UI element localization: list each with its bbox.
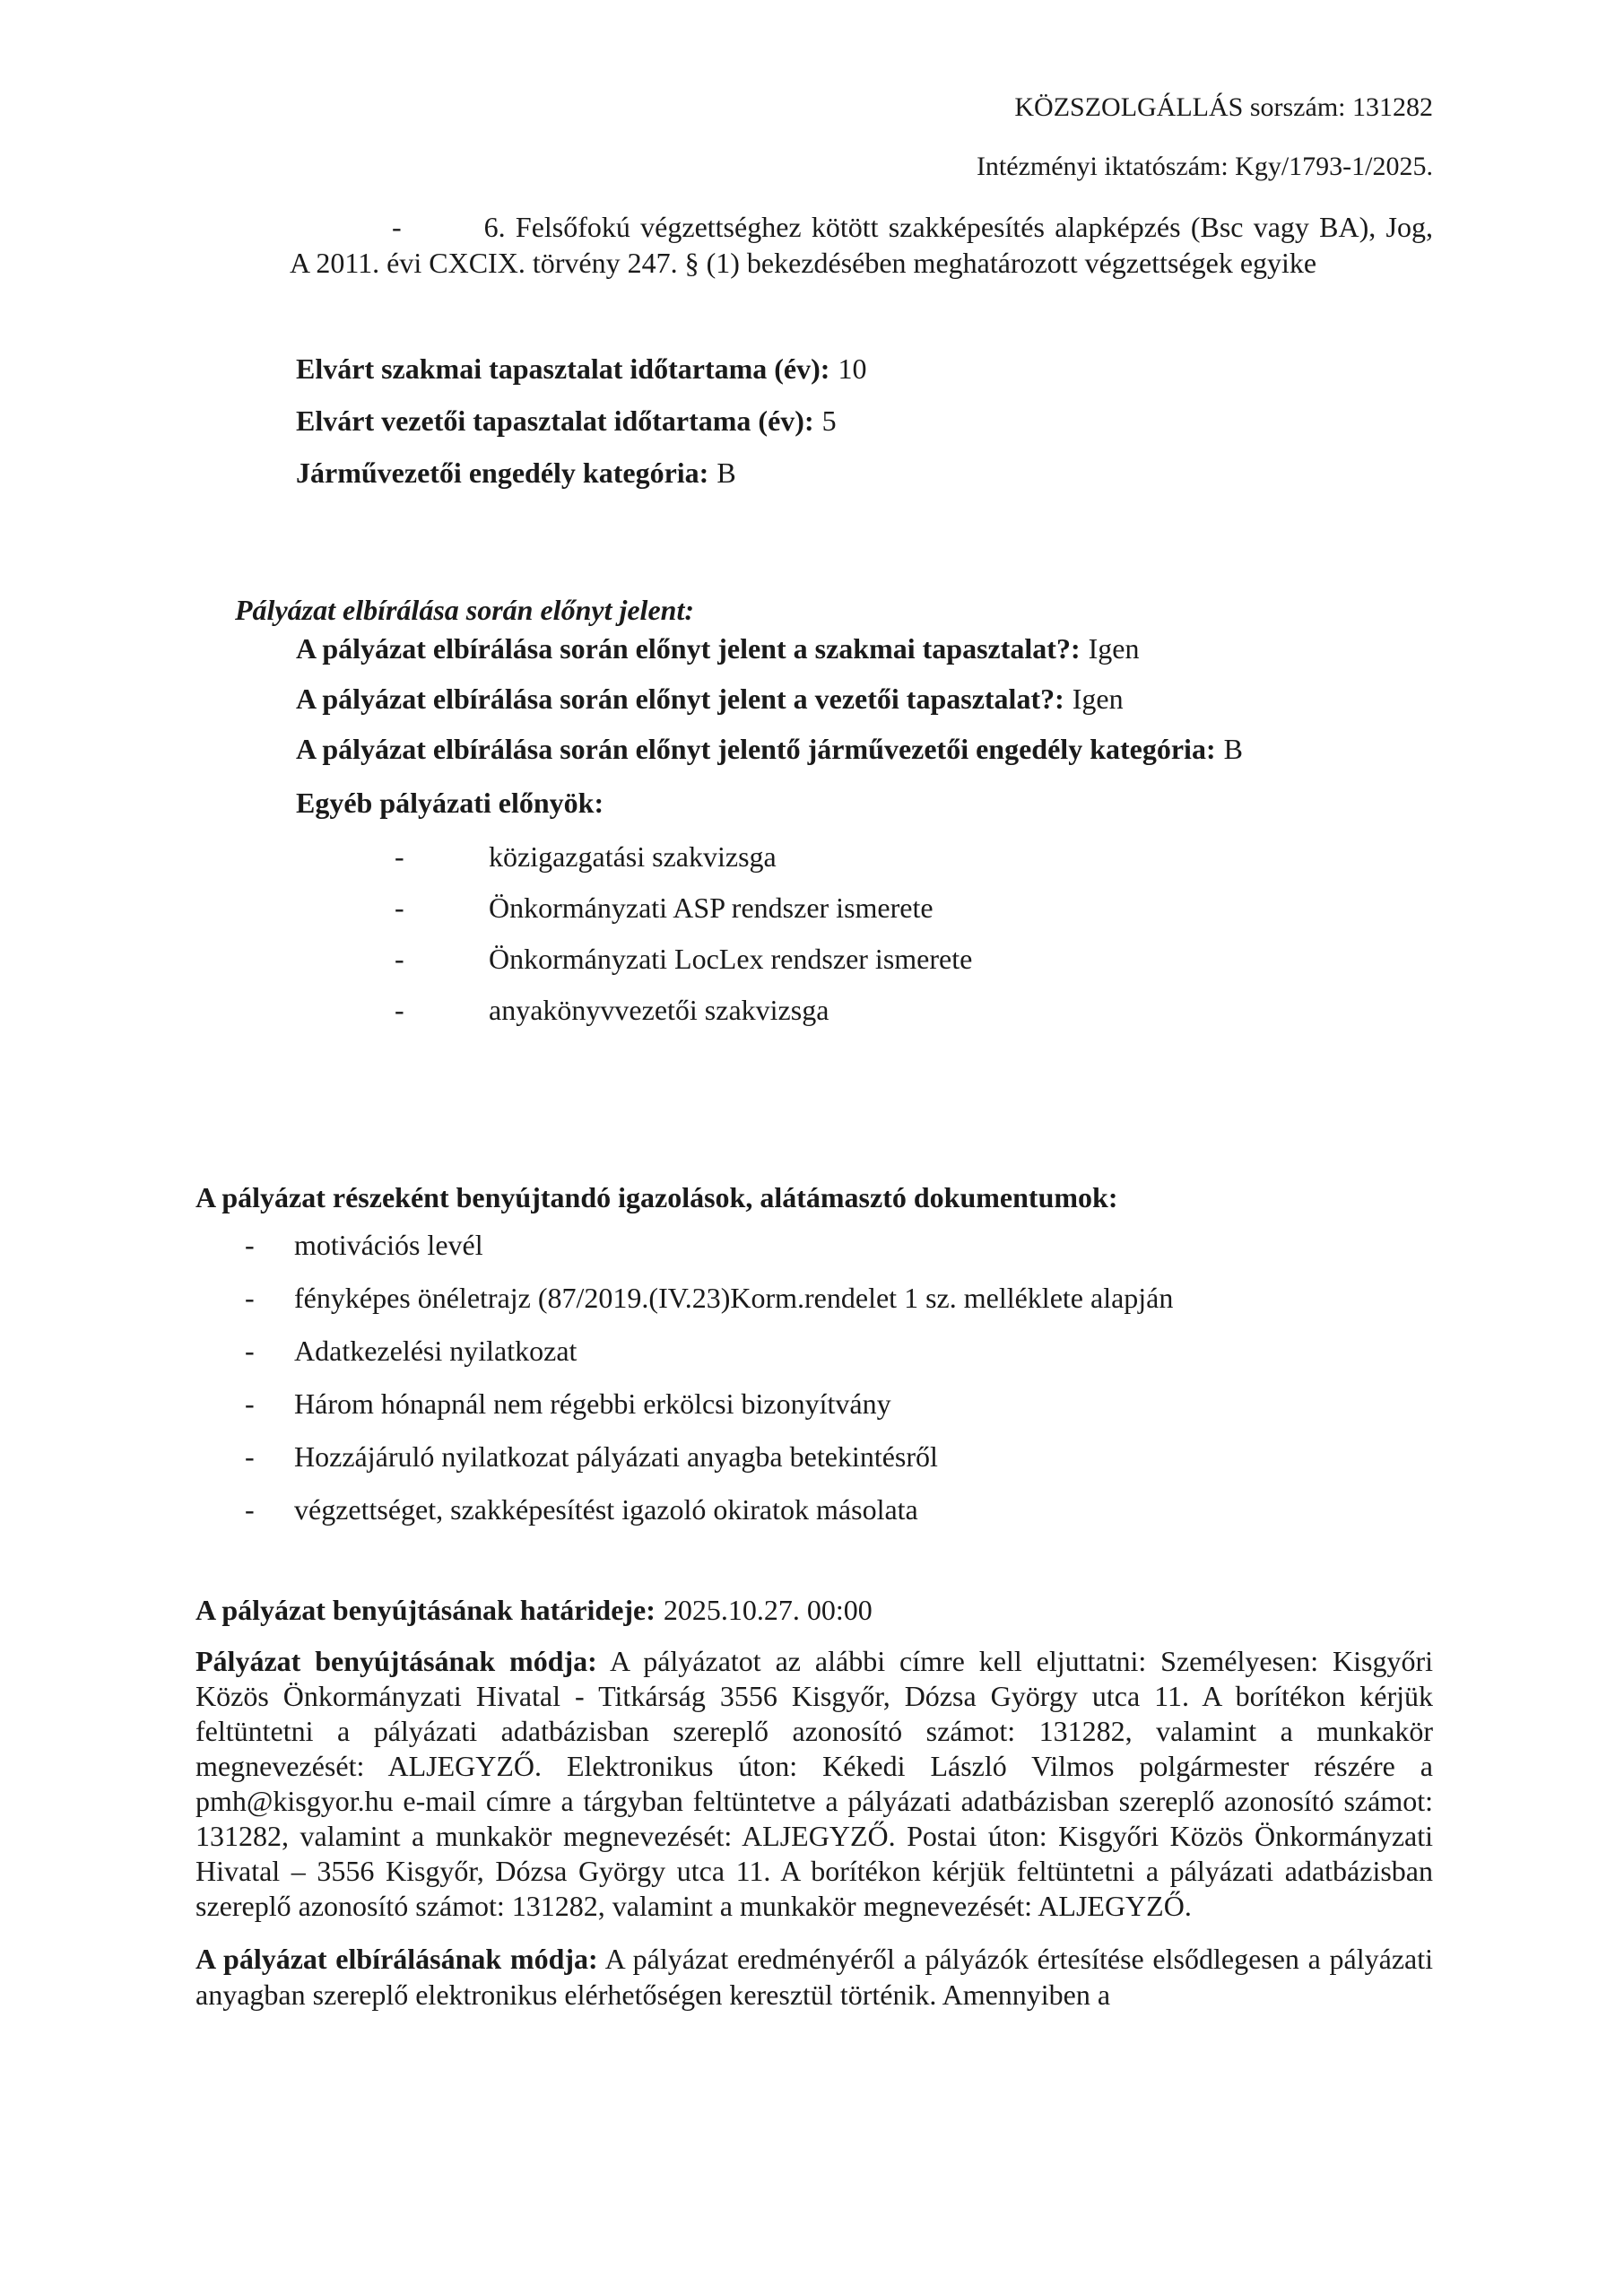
document-item-5 <box>245 1439 1433 1474</box>
bullet-dash: - <box>395 840 404 873</box>
evaluation-method-text: A pályázat eredményéről a pályázók értesítése elsődlegesen a pályázati anyagban szereplő elektronikus elérhetőségen keresztül történik. Amennyiben a <box>195 1943 1434 2011</box>
document-item-text: fényképes önéletrajz (87/2019.(IV.23)Korm.rendelet 1 sz. melléklete alapján <box>294 1282 1174 1314</box>
deadline-label: A pályázat benyújtásának határideje: <box>195 1594 656 1626</box>
advantage-driving-licence <box>296 731 1433 767</box>
advantage-item-2 <box>395 890 1433 926</box>
submission-method-label: Pályázat benyújtásának módja: <box>195 1645 597 1677</box>
document-item-text: végzettséget, szakképesítést igazoló okiratok másolata <box>294 1493 918 1526</box>
application-deadline <box>195 1592 1433 1628</box>
documents-heading: A pályázat részeként benyújtandó igazolások, alátámasztó dokumentumok: <box>195 1181 1118 1213</box>
advantage-item-text: közigazgatási szakvizsga <box>489 840 777 873</box>
bullet-dash: - <box>395 891 404 924</box>
advantage-item-text: Önkormányzati ASP rendszer ismerete <box>489 891 934 924</box>
document-item-text: Adatkezelési nyilatkozat <box>294 1335 578 1367</box>
requirement-value: B <box>716 457 736 489</box>
document-item-2 <box>245 1280 1433 1316</box>
document-item-text: motivációs levél <box>294 1229 483 1261</box>
requirements-block <box>195 351 1433 491</box>
requirement-label: Elvárt vezetői tapasztalat időtartama (év): <box>296 404 814 437</box>
requirement-value: 10 <box>838 352 867 385</box>
advantage-value: Igen <box>1088 632 1140 665</box>
other-advantages-list <box>195 839 1433 1028</box>
requirement-label: Járművezetői engedély kategória: <box>296 457 709 489</box>
document-header <box>195 90 1433 185</box>
evaluation-method-label: A pályázat elbírálásának módja: <box>195 1943 598 1975</box>
advantage-value: Igen <box>1072 683 1124 715</box>
bullet-dash: - <box>245 1493 255 1526</box>
serial-number: KÖZSZOLGÁLLÁS sorszám: 131282 <box>1014 92 1433 122</box>
bullet-dash: - <box>395 994 404 1026</box>
document-item-4 <box>245 1386 1433 1422</box>
advantage-item-3 <box>395 941 1433 977</box>
requirement-value: 5 <box>821 404 837 437</box>
bullet-dash: - <box>245 1282 255 1314</box>
qualification-text: 6. Felsőfokú végzettséghez kötött szakképesítés alapképzés (Bsc vagy BA), Jog, A 2011. évi CXCIX. törvény 247. § (1) bekezdésében meghatározott végzettségek egyike <box>290 211 1433 279</box>
advantages-heading: Pályázat elbírálása során előnyt jelent: <box>235 594 694 626</box>
registry-number: Intézményi iktatószám: Kgy/1793-1/2025. <box>976 152 1433 181</box>
submission-method-paragraph <box>195 1644 1433 1924</box>
bullet-dash: - <box>245 1440 255 1473</box>
advantage-label: A pályázat elbírálása során előnyt jelent a szakmai tapasztalat?: <box>296 632 1081 665</box>
bullet-dash: - <box>245 1387 255 1420</box>
document-item-text: Három hónapnál nem régebbi erkölcsi bizonyítvány <box>294 1387 891 1420</box>
requirement-driving-licence <box>296 455 1433 491</box>
other-advantages-heading: Egyéb pályázati előnyök: <box>296 787 604 819</box>
advantages-rows <box>195 631 1433 767</box>
bullet-dash: - <box>245 1229 255 1261</box>
advantage-item-text: Önkormányzati LocLex rendszer ismerete <box>489 943 973 975</box>
documents-list <box>195 1227 1433 1527</box>
document-item-1 <box>245 1227 1433 1263</box>
requirement-leadership-years <box>296 403 1433 439</box>
evaluation-method-paragraph <box>195 1941 1433 2013</box>
advantage-item-text: anyakönyvvezetői szakvizsga <box>489 994 829 1026</box>
requirement-experience-years <box>296 351 1433 387</box>
advantage-item-4 <box>395 992 1433 1028</box>
advantage-label: A pályázat elbírálása során előnyt jelent a vezetői tapasztalat?: <box>296 683 1064 715</box>
document-item-3 <box>245 1333 1433 1369</box>
advantage-leadership-experience <box>296 681 1433 717</box>
document-item-6 <box>245 1492 1433 1527</box>
qualification-item <box>290 209 1433 281</box>
advantage-label: A pályázat elbírálása során előnyt jelentő járművezetői engedély kategória: <box>296 733 1216 765</box>
bullet-dash: - <box>392 211 402 243</box>
advantage-professional-experience <box>296 631 1433 666</box>
deadline-value: 2025.10.27. 00:00 <box>663 1594 873 1626</box>
advantage-item-1 <box>395 839 1433 874</box>
bullet-dash: - <box>395 943 404 975</box>
bullet-dash: - <box>245 1335 255 1367</box>
requirement-label: Elvárt szakmai tapasztalat időtartama (év): <box>296 352 830 385</box>
advantage-value: B <box>1223 733 1243 765</box>
document-item-text: Hozzájáruló nyilatkozat pályázati anyagba betekintésről <box>294 1440 938 1473</box>
submission-method-text: A pályázatot az alábbi címre kell eljuttatni: Személyesen: Kisgyőri Közös Önkormányzati Hivatal - Titkárság 3556 Kisgyőr, Dózsa György utca 11. A borítékon kérjük feltüntetni a pályázati adatbázisban szereplő azonosító számot: 131282, valamint a munkakör megnevezését: ALJEGYZŐ. Elektronikus úton: Kékedi László Vilmos polgármester részére a pmh@kisgyor.hu e-mail címre a tárgyban feltüntetve a pályázati adatbázisban szereplő azonosító számot: 131282, valamint a munkakör megnevezését: ALJEGYZŐ. Postai úton: Kisgyőri Közös Önkormányzati Hivatal – 3556 Kisgyőr, Dózsa György utca 11. A borítékon kérjük feltüntetni a pályázati adatbázisban szereplő azonosító számot: 131282, valamint a munkakör megnevezését: ALJEGYZŐ. <box>195 1645 1434 1922</box>
